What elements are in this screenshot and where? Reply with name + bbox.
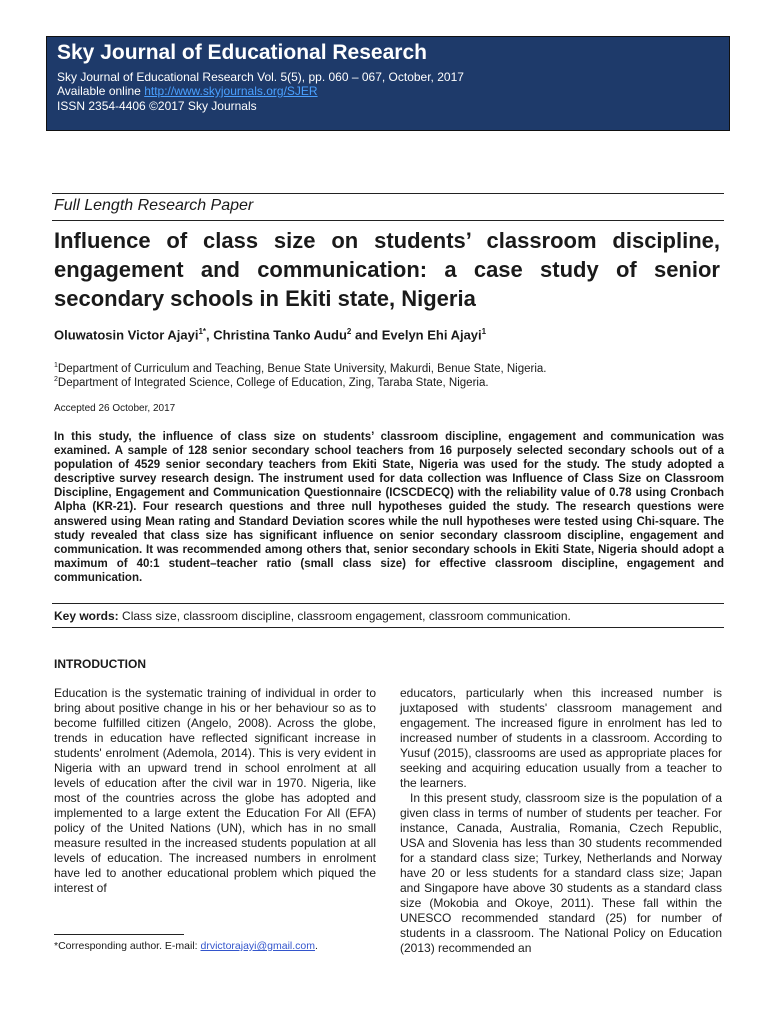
author-separator: ,	[206, 327, 214, 343]
left-column	[54, 686, 376, 896]
author-affiliation-mark: 1*	[198, 327, 207, 336]
accepted-date: Accepted 26 October, 2017	[54, 403, 176, 414]
journal-header-banner	[46, 36, 730, 131]
corresponding-author-footnote	[54, 940, 318, 952]
keywords-line	[54, 609, 571, 623]
affiliation-number: 2	[54, 376, 58, 383]
keywords-label: Key words:	[54, 609, 119, 623]
author-separator: and	[351, 327, 382, 343]
divider-rule	[52, 627, 724, 628]
affiliation-text: Department of Integrated Science, College of Education, Zing, Taraba State, Nigeria.	[57, 376, 489, 389]
divider-rule	[52, 193, 724, 194]
author-name: Christina Tanko Audu	[213, 327, 347, 343]
availability-line	[57, 84, 318, 98]
abstract: In this study, the influence of class size on students’ classroom discipline, engagement and communication was examined. A sample of 128 senior secondary school teachers from 16 purposely selected secondary schools out of a population of 4529 senior secondary teachers from Ekiti State, Nigeria was used for the study. The study adopted a descriptive survey research design. The instrument used for data collection was Influence of Class Size on Classroom Discipline, Engagement and Communication Questionnaire (ICSCDECQ) with the reliability value of 0.78 using Cronbach Alpha (KR-21). Four research questions and three null hypotheses guided the study. The research questions were answered using Mean rating and Standard Deviation scores while the null hypotheses were tested using Chi-square. The study revealed that class size has significant influence on senior secondary classroom discipline, engagement and communication. It was recommended among others that, senior secondary schools in Ekiti State, Nigeria should adopt a maximum of 40:1 student–teacher ratio (small class size) for effective classroom discipline, engagement and communication.	[54, 431, 724, 584]
divider-rule	[52, 603, 724, 604]
footnote-rule	[54, 934, 184, 935]
citation-line: Sky Journal of Educational Research Vol. 5(5), pp. 060 – 067, October, 2017	[57, 70, 464, 84]
body-paragraph: Education is the systematic training of individual in order to bring about positive change in his or her behaviour so as to become fulfilled citizen (Angelo, 2008). Across the globe, trends in education have reflected significant increase in students' enrolment (Ademola, 2014). This is very evident in Nigeria with an upward trend in school enrolment at all levels of education after the civil war in 1970. Nigeria, like most of the countries across the globe has adopted and implemented to a large extent the Education For All (EFA) policy of the United Nations (UN), which has in no small measure resulted in the increased students population at all levels of education. The increased numbers in enrolment have led to another educational problem which piqued the interest of	[54, 686, 376, 895]
author-name: Oluwatosin Victor Ajayi	[54, 327, 199, 343]
affiliation	[54, 376, 489, 389]
footnote-label: *Corresponding author. E-mail:	[54, 940, 201, 952]
author-affiliation-mark: 1	[481, 327, 487, 336]
paper-type: Full Length Research Paper	[54, 197, 254, 214]
issn-line: ISSN 2354-4406 ©2017 Sky Journals	[57, 99, 257, 113]
journal-url-link[interactable]: http://www.skyjournals.org/SJER	[144, 84, 318, 98]
keywords-list: Class size, classroom discipline, classroom engagement, classroom communication.	[118, 609, 571, 623]
affiliation	[54, 362, 546, 375]
author-affiliation-mark: 2	[346, 327, 352, 336]
divider-rule	[52, 220, 724, 221]
body-paragraph: educators, particularly when this increased number is juxtaposed with students' classroom management and engagement. The increased figure in enrolment has led to increased number of students in a classroom. According to Yusuf (2015), classrooms are used as appropriate places for seeking and acquiring education usually from a teacher to the learners.	[400, 686, 722, 790]
author-list	[54, 327, 486, 342]
affiliation-number: 1	[54, 362, 58, 369]
available-label: Available online	[57, 84, 145, 98]
section-heading: INTRODUCTION	[54, 657, 146, 671]
paper-title: Influence of class size on students’ classroom discipline, engagement and communication: a case study of senior secondary schools in Ekiti state, Nigeria	[54, 228, 720, 311]
footnote-period: .	[315, 940, 318, 952]
affiliation-text: Department of Curriculum and Teaching, Benue State University, Makurdi, Benue State, Nigeria.	[57, 362, 547, 375]
author-email-link[interactable]: drvictorajayi@gmail.com	[200, 940, 316, 952]
journal-title: Sky Journal of Educational Research	[57, 41, 427, 64]
body-paragraph: In this present study, classroom size is the population of a given class in terms of number of students per teacher. For instance, Canada, Australia, Romania, Czech Republic, USA and Slovenia has less than 30 students recommended for a standard class size; Turkey, Netherlands and Norway have 20 or less students for a standard class size; Japan and Singapore have above 30 students as a standard class size (Mokobia and Okoye, 2011). These fall within the UNESCO recommended standard (25) for number of students in a classroom. The National Policy on Education (2013) recommended an	[400, 791, 722, 955]
author-name: Evelyn Ehi Ajayi	[381, 327, 482, 343]
right-column	[400, 686, 722, 956]
